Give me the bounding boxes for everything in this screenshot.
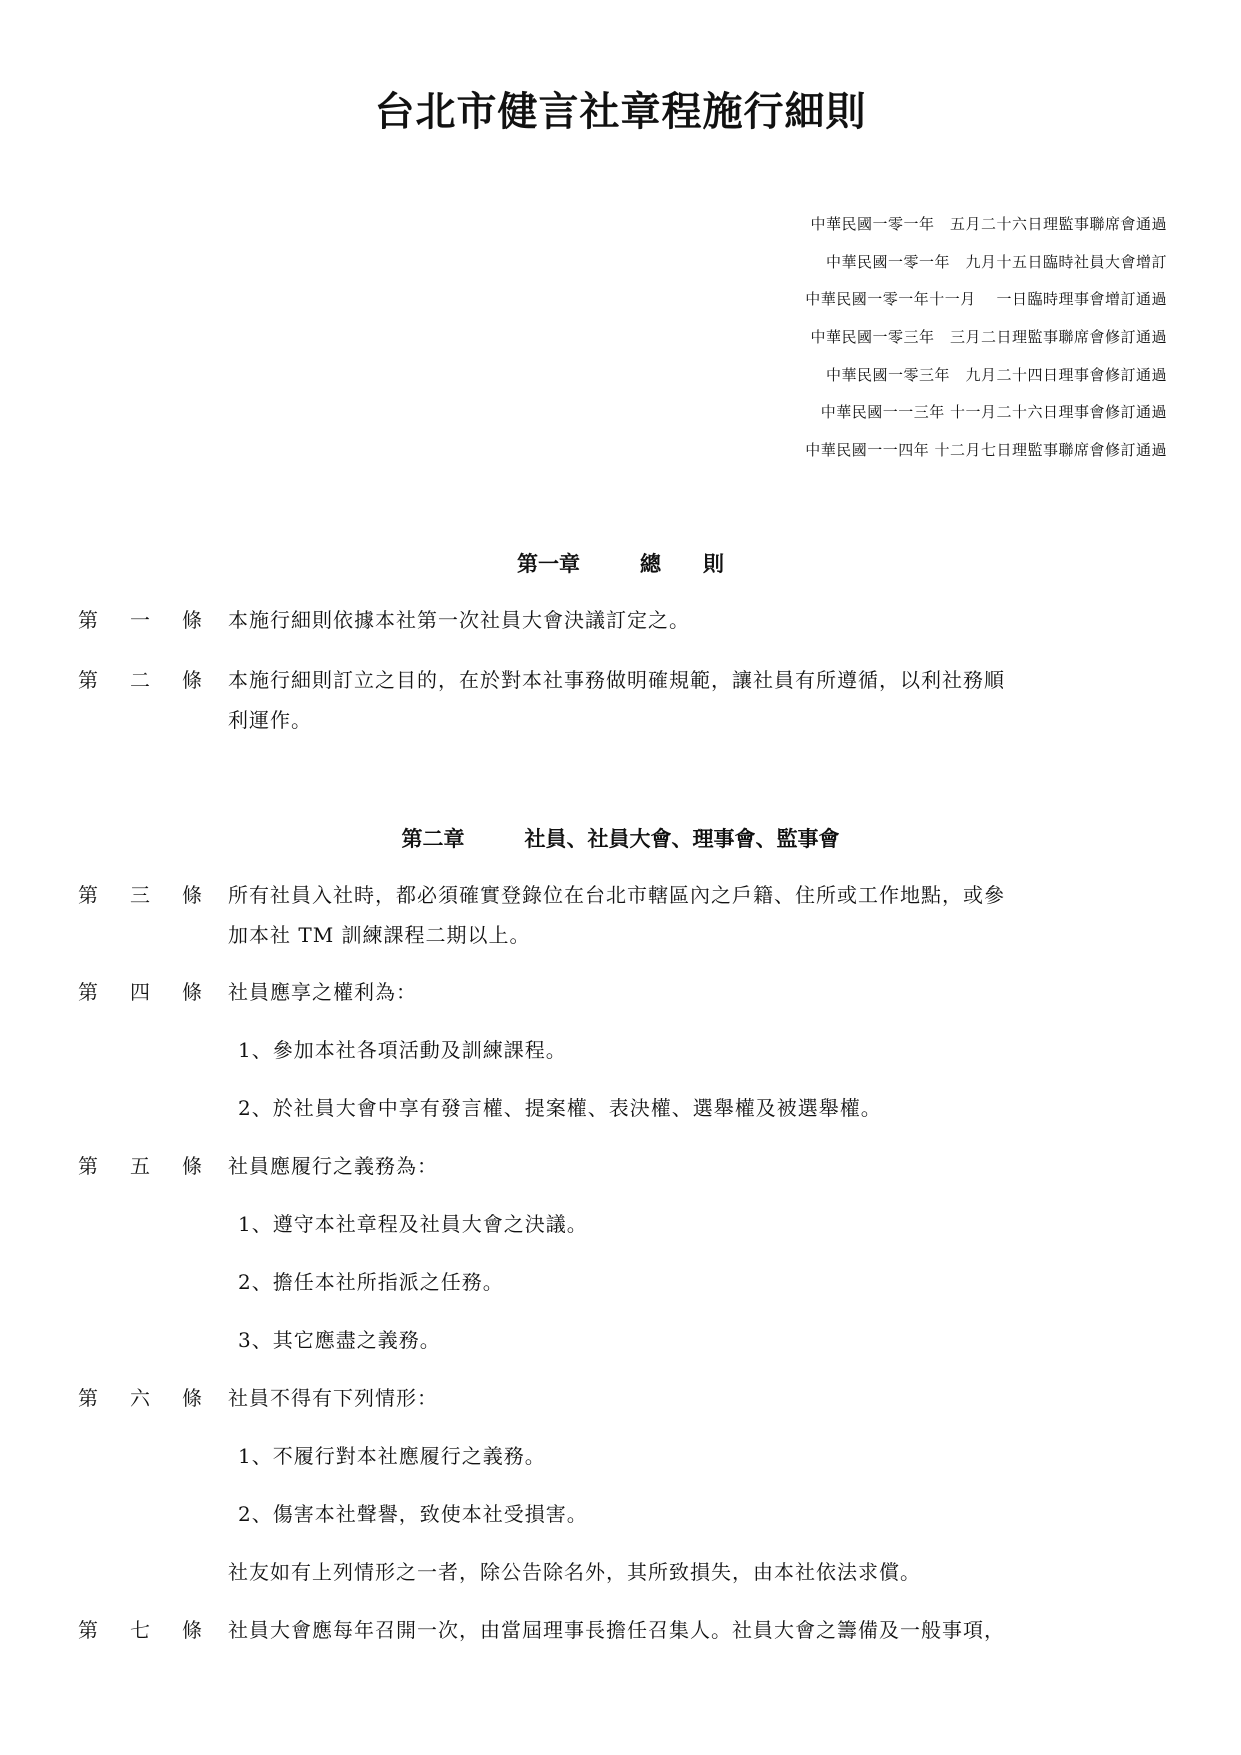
history-line: 中華民國一零一年十一月 一日臨時理事會增訂通過 [805, 290, 1167, 309]
history-line: 中華民國一零三年 九月二十四日理事會修訂通過 [825, 365, 1167, 384]
article-text: 本施行細則依據本社第一次社員大會決議訂定之。 [228, 608, 690, 632]
article-note: 社友如有上列情形之一者，除公告除名外，其所致損失，由本社依法求償。 [228, 1560, 921, 1584]
chapter-number: 第一章 [517, 552, 580, 576]
article-text: 社員應履行之義務為： [228, 1154, 438, 1178]
history-line: 中華民國一零一年 九月十五日臨時社員大會增訂 [825, 252, 1167, 271]
history-line: 中華民國一一三年 十一月二十六日理事會修訂通過 [820, 403, 1167, 422]
article-text: 所有社員入社時，都必須確實登錄位在台北市轄區內之戶籍、住所或工作地點，或參 [228, 883, 1005, 907]
article-1 [78, 600, 1168, 640]
article-3 [78, 875, 1168, 955]
article-text: 社員不得有下列情形： [228, 1386, 438, 1410]
article-2 [78, 660, 1168, 740]
article-text: 本施行細則訂立之目的，在於對本社事務做明確規範，讓社員有所遵循，以利社務順 [228, 668, 1005, 692]
article-5 [78, 1146, 1168, 1186]
list-item: 3、其它應盡之義務。 [238, 1328, 441, 1352]
article-label: 第 六 條 [78, 1386, 202, 1410]
history-line: 中華民國一一四年 十二月七日理監事聯席會修訂通過 [805, 441, 1167, 460]
list-item: 1、參加本社各項活動及訓練課程。 [238, 1038, 567, 1062]
article-label: 第 三 條 [78, 883, 202, 907]
article-4 [78, 972, 1168, 1012]
article-text-continued: 利運作。 [228, 708, 312, 732]
article-label: 第 五 條 [78, 1154, 202, 1178]
list-item: 2、傷害本社聲譽，致使本社受損害。 [238, 1502, 588, 1526]
history-line: 中華民國一零三年 三月二日理監事聯席會修訂通過 [810, 328, 1167, 347]
document-title: 台北市健言社章程施行細則 [374, 89, 867, 135]
article-label: 第 一 條 [78, 608, 202, 632]
list-item: 1、遵守本社章程及社員大會之決議。 [238, 1212, 588, 1236]
article-label: 第 七 條 [78, 1618, 202, 1642]
list-item: 1、不履行對本社應履行之義務。 [238, 1444, 546, 1468]
article-text: 社員應享之權利為： [228, 980, 417, 1004]
list-item: 2、於社員大會中享有發言權、提案權、表決權、選舉權及被選舉權。 [238, 1096, 882, 1120]
article-7 [78, 1610, 1168, 1650]
article-label: 第 四 條 [78, 980, 202, 1004]
history-line: 中華民國一零一年 五月二十六日理監事聯席會通過 [810, 215, 1167, 233]
chapter-heading-1 [0, 548, 1241, 578]
article-text-continued: 加本社 TM 訓練課程二期以上。 [228, 923, 531, 947]
article-text: 社員大會應每年召開一次，由當屆理事長擔任召集人。社員大會之籌備及一般事項， [228, 1618, 1005, 1642]
amendment-history [805, 206, 1167, 470]
chapter-name: 總 則 [640, 552, 724, 576]
article-6 [78, 1378, 1168, 1418]
article-label: 第 二 條 [78, 668, 202, 692]
chapter-heading-2 [0, 823, 1241, 853]
list-item: 2、擔任本社所指派之任務。 [238, 1270, 504, 1294]
chapter-name: 社員、社員大會、理事會、監事會 [524, 827, 840, 851]
chapter-number: 第二章 [401, 827, 465, 851]
